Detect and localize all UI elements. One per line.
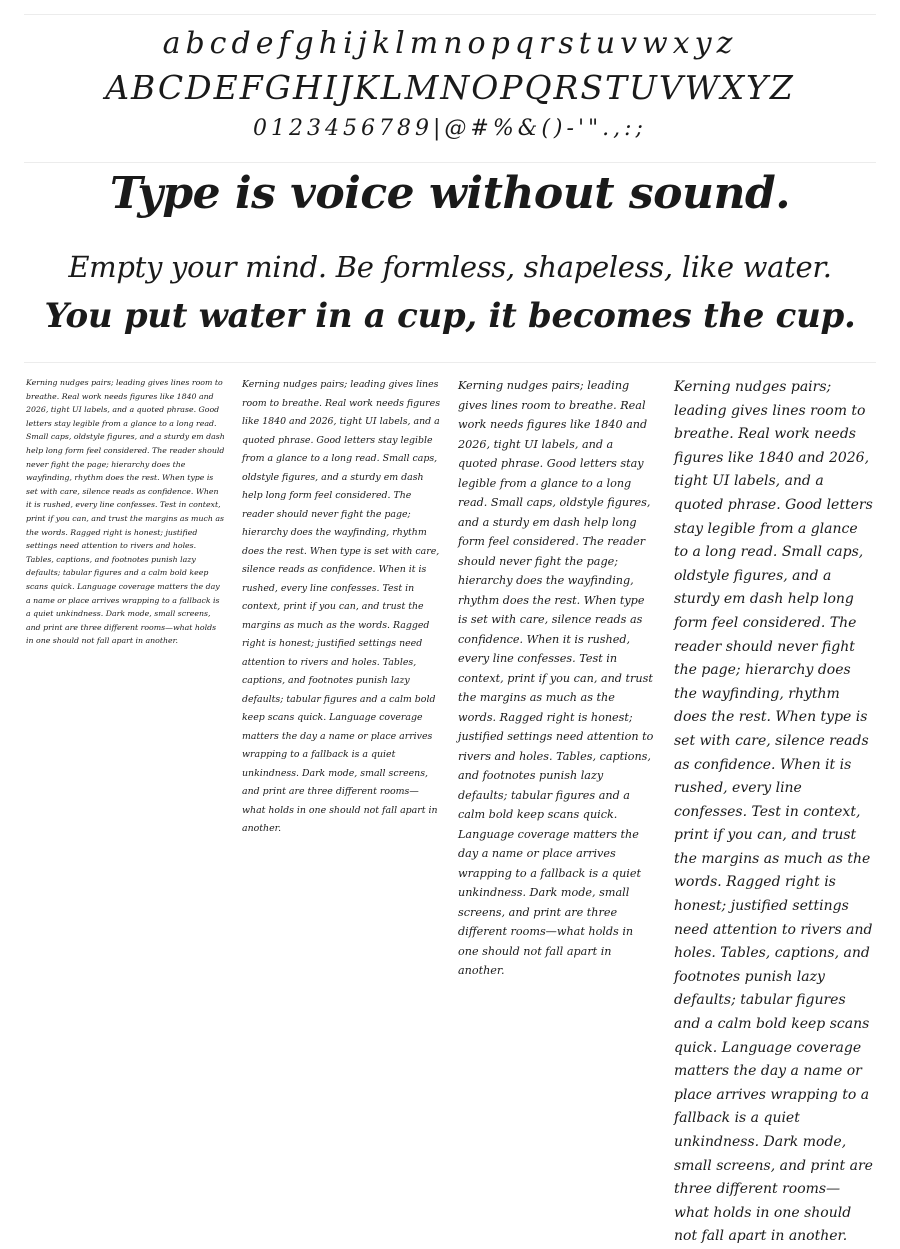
divider-glyphs <box>24 162 876 163</box>
figures-glyph-row: 0123456789|@#%&()-'".,:; <box>253 116 647 141</box>
uppercase-glyph-row: ABCDEFGHIJKLMNOPQRSTUVWXYZ <box>105 68 795 107</box>
sample-paragraph-smallest: Kerning nudges pairs; leading gives lines room to breathe. Real work needs figures like 1840 and 2026, tight UI labels, and a quoted phrase. Good letters stay legible from a glance to a long read. Small caps, oldstyle figures, and a sturdy em dash help long form feel considered. The reader should never fight the page; hierarchy does the wayfinding, rhythm does the rest. When type is set with care, silence reads as confidence. When it is rushed, every line confesses. Test in context, print if you can, and trust the margins as much as the words. Ragged right is honest; justified settings need attention to rivers and holes. Tables, captions, and footnotes punish lazy defaults; tabular figures and a calm bold keep scans quick. Language coverage matters the day a name or place arrives wrapping to a fallback is a quiet unkindness. Dark mode, small screens, and print are three different rooms—what holds in one should not fall apart in another. <box>26 378 225 646</box>
divider-headlines <box>24 362 876 363</box>
sample-paragraph-small: Kerning nudges pairs; leading gives lines room to breathe. Real work needs figures like 1840 and 2026, tight UI labels, and a quoted phrase. Good letters stay legible from a glance to a long read. Small caps, oldstyle figures, and a sturdy em dash help long form feel considered. The reader should never fight the page; hierarchy does the wayfinding, rhythm does the rest. When type is set with care, silence reads as confidence. When it is rushed, every line confesses. Test in context, print if you can, and trust the margins as much as the words. Ragged right is honest; justified settings need attention to rivers and holes. Tables, captions, and footnotes punish lazy defaults; tabular figures and a calm bold keep scans quick. Language coverage matters the day a name or place arrives wrapping to a fallback is a quiet unkindness. Dark mode, small screens, and print are three different rooms—what holds in one should not fall apart in another. <box>242 379 441 834</box>
sample-paragraph-large: Kerning nudges pairs; leading gives lines room to breathe. Real work needs figures like 1840 and 2026, tight UI labels, and a quoted phrase. Good letters stay legible from a glance to a long read. Small caps, oldstyle figures, and a sturdy em dash help long form feel considered. The reader should never fight the page; hierarchy does the wayfinding, rhythm does the rest. When type is set with care, silence reads as confidence. When it is rushed, every line confesses. Test in context, print if you can, and trust the margins as much as the words. Ragged right is honest; justified settings need attention to rivers and holes. Tables, captions, and footnotes punish lazy defaults; tabular figures and a calm bold keep scans quick. Language coverage matters the day a name or place arrives wrapping to a fallback is a quiet unkindness. Dark mode, small screens, and print are three different rooms—what holds in one should not fall apart in another. <box>674 379 873 1245</box>
headline-medium: Empty your mind. Be formless, shapeless, like water. <box>68 250 832 284</box>
headline-bold: You put water in a cup, it becomes the cup. <box>44 296 856 336</box>
headline-large: Type is voice without sound. <box>109 168 791 219</box>
sample-paragraph-medium: Kerning nudges pairs; leading gives lines room to breathe. Real work needs figures like 1840 and 2026, tight UI labels, and a quoted phrase. Good letters stay legible from a glance to a long read. Small caps, oldstyle figures, and a sturdy em dash help long form feel considered. The reader should never fight the page; hierarchy does the wayfinding, rhythm does the rest. When type is set with care, silence reads as confidence. When it is rushed, every line confesses. Test in context, print if you can, and trust the margins as much as the words. Ragged right is honest; justified settings need attention to rivers and holes. Tables, captions, and footnotes punish lazy defaults; tabular figures and a calm bold keep scans quick. Language coverage matters the day a name or place arrives wrapping to a fallback is a quiet unkindness. Dark mode, small screens, and print are three different rooms—what holds in one should not fall apart in another. <box>458 379 654 977</box>
lowercase-glyph-row: abcdefghijklmnopqrstuvwxyz <box>162 26 738 61</box>
divider-top <box>24 14 876 15</box>
